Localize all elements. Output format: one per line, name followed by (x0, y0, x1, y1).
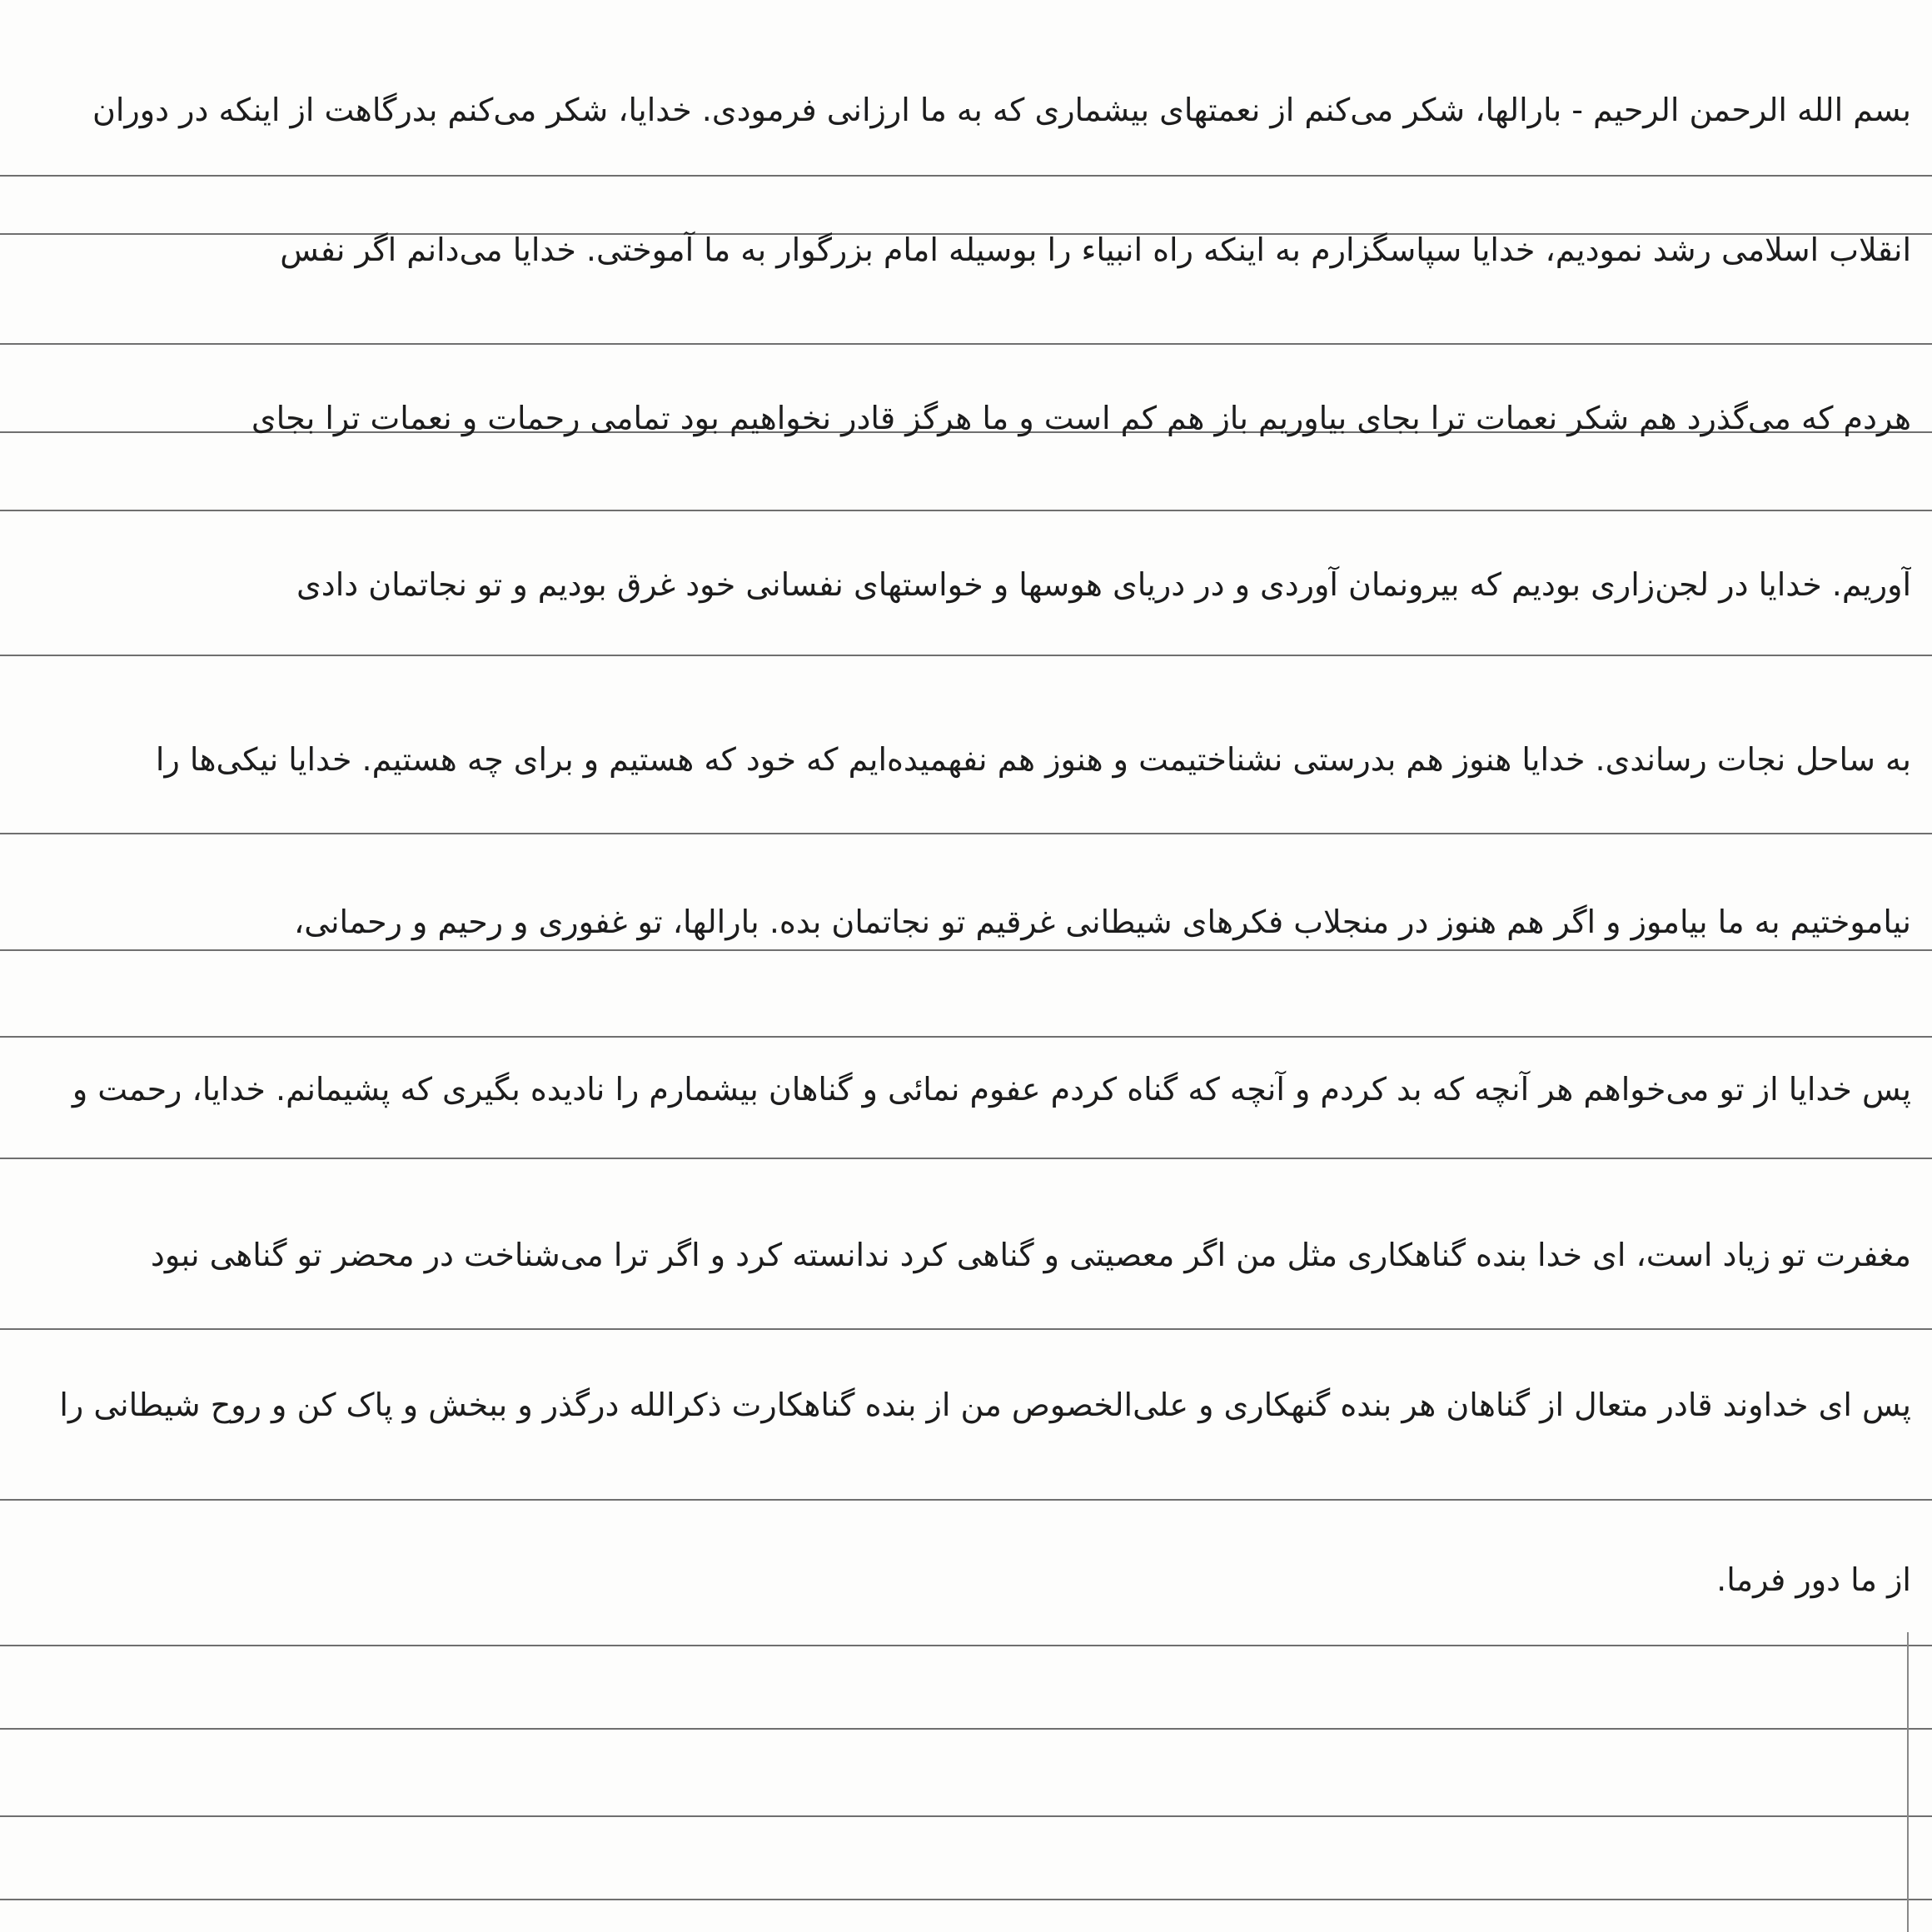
text-line-1: بسم الله الرحمن الرحیم - بارالها، شکر می‌کنم از نعمتهای بیشماری که به ما ارزانی فرمودی. خدایا، شکر می‌کنم بدرگاهت از اینکه در دوران (92, 92, 1911, 128)
text-line-4: آوریم. خدایا در لجن‌زاری بودیم که بیرونمان آوردی و در دریای هوسها و خواستهای نفسانی خود غرق بودیم و تو نجاتمان دادی (296, 566, 1911, 603)
ruled-line (0, 1899, 1932, 1900)
ruled-line (0, 1728, 1932, 1730)
ruled-line (0, 1499, 1932, 1501)
ruled-line (0, 949, 1932, 951)
text-line-7: پس خدایا از تو می‌خواهم هر آنچه که بد کردم و آنچه که گناه کردم عفوم نمائی و گناهان بیشمارم را نادیده بگیری که پشیمانم. خدایا، رحمت و (72, 1071, 1911, 1108)
text-line-2: انقلاب اسلامی رشد نمودیم، خدایا سپاسگزارم به اینکه راه انبیاء را بوسیله امام بزرگوار به ما آموختی. خدایا می‌دانم اگر نفس (280, 232, 1911, 268)
text-line-8: مغفرت تو زیاد است، ای خدا بنده گناهکاری مثل من اگر معصیتی و گناهی کرد ندانسته کرد و اگر ترا می‌شناخت در محضر تو گناهی نبود (150, 1237, 1911, 1273)
text-line-3: هردم که می‌گذرد هم شکر نعمات ترا بجای بیاوریم باز هم کم است و ما هرگز قادر نخواهیم بود تمامی رحمات و نعمات ترا بجای (251, 400, 1911, 436)
ruled-line (0, 833, 1932, 834)
ruled-line (0, 1645, 1932, 1646)
ruled-line (0, 1158, 1932, 1159)
ruled-line (0, 343, 1932, 345)
text-line-6: نیاموختیم به ما بیاموز و اگر هم هنوز در منجلاب فکرهای شیطانی غرقیم تو نجاتمان بده. بارالها، تو غفوری و رحیم و رحمانی، (294, 904, 1911, 940)
ruled-line (0, 1328, 1932, 1330)
ruled-line (0, 510, 1932, 511)
text-line-5: به ساحل نجات رساندی. خدایا هنوز هم بدرستی نشناختیمت و هنوز هم نفهمیده‌ایم که خود که هستیم و برای چه هستیم. خدایا نیکی‌ها را (155, 741, 1911, 778)
ruled-line (0, 655, 1932, 656)
text-line-10: از ما دور فرما. (1716, 1561, 1911, 1598)
ruled-line (0, 1815, 1932, 1817)
ruled-line (0, 175, 1932, 177)
right-margin-line (1907, 1632, 1909, 1932)
text-line-9: پس ای خداوند قادر متعال از گناهان هر بنده گنهکاری و علی‌الخصوص من از بنده گناهکارت ذکرالله درگذر و ببخش و پاک کن و روح شیطانی را (59, 1387, 1911, 1423)
ruled-line (0, 1036, 1932, 1038)
